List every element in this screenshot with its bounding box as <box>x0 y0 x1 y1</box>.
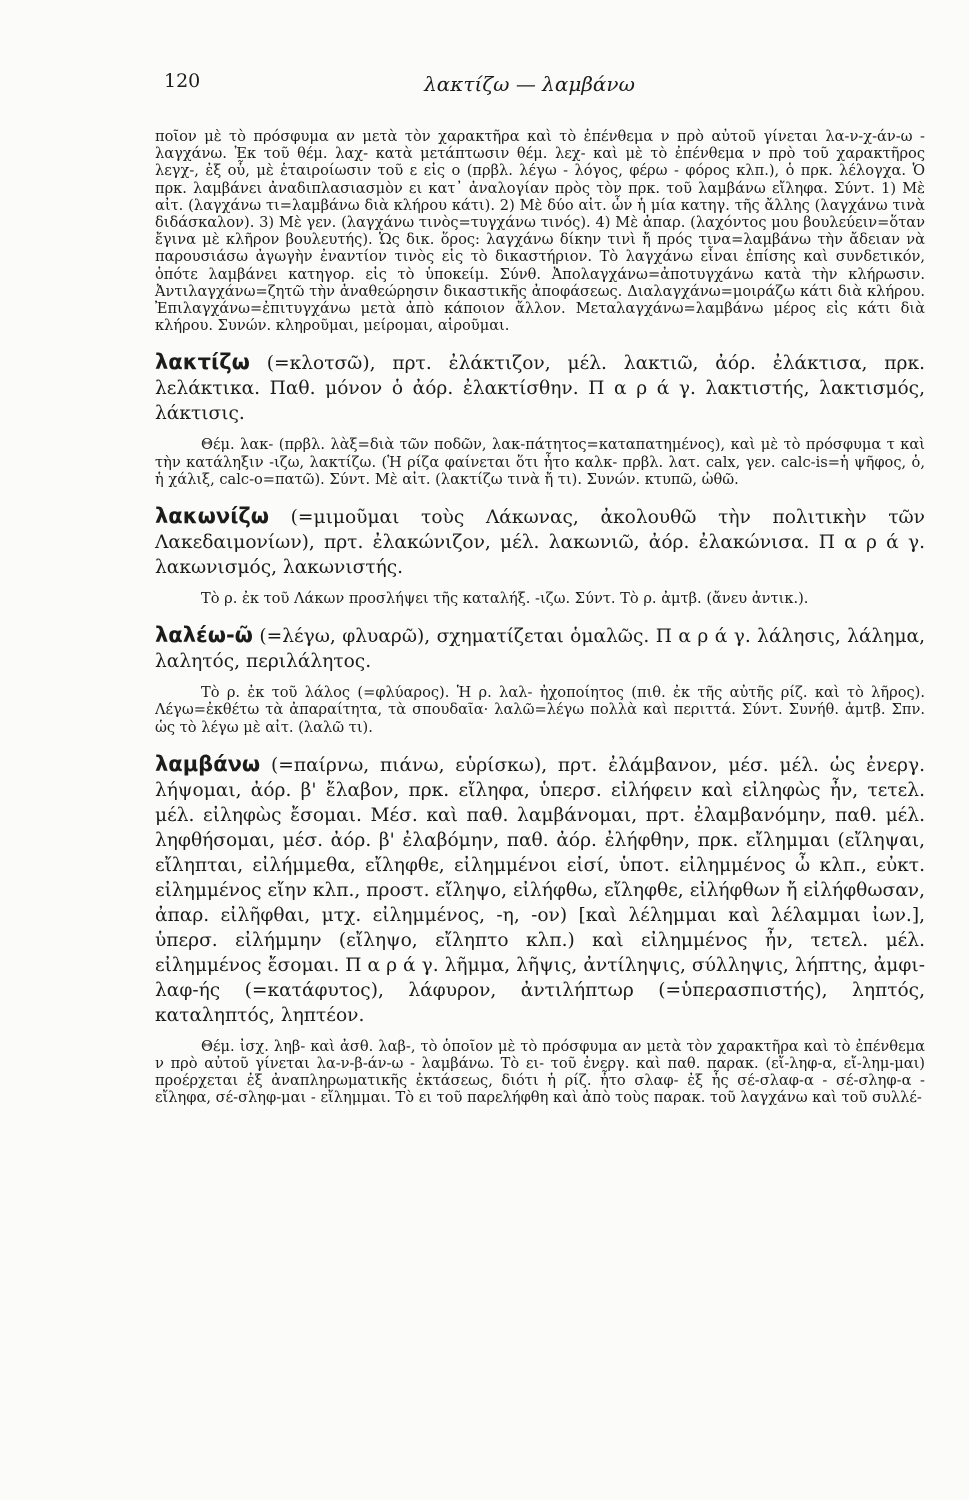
page-header <box>150 66 909 106</box>
headword: λαλέω-ῶ <box>155 623 253 648</box>
etymology-paragraph: Τὸ ρ. ἐκ τοῦ λάλος (=φλύαρος). Ἡ ρ. λαλ- ἠχοποίητος (πιθ. ἐκ τῆς αὐτῆς ρίζ. καὶ τὸ λῆρος). Λέγω=ἐκθέτω τὰ ἀπαραίτητα, τὰ σπουδαῖα· λαλῶ=λέγω πολλὰ καὶ περιττά. Σύντ. Συνήθ. ἀμτβ. Σπν. ὡς τὸ λέγω μὲ αἰτ. (λαλῶ τι). <box>155 684 925 736</box>
definition-text: (=μιμοῦμαι τοὺς Λάκωνας, ἀκολουθῶ τὴν πολιτικὴν τῶν Λακεδαιμονίων), πρτ. ἐλακώνιζον, μέλ. λακωνιῶ, ἀόρ. ἐλακώνισα. Π α ρ ά γ. λακωνισμός, λακωνιστής. <box>155 507 925 579</box>
headword: λαμβάνω <box>155 751 261 776</box>
etymology-paragraph: Θέμ. ἰσχ. ληβ- καὶ ἀσθ. λαβ-, τὸ ὁποῖον μὲ τὸ πρόσφυμα αν μετὰ τὸν χαρακτῆρα καὶ τὸ ἐπένθεμα ν πρὸ αὐτοῦ γίνεται λα-ν-β-άν-ω - λαμβάνω. Τὸ ει- τοῦ ἐνεργ. καὶ παθ. παρακ. (εἴ-ληφ-α, εἴ-λημ-μαι) προέρχεται ἐξ ἀναπληρωματικῆς ἐκτάσεως, διότι ἡ ρίζ. ἦτο σλαφ- ἐξ ἧς σέ-σλαφ-α - σέ-σληφ-α - εἴληφα, σέ-σληφ-μαι - εἴλημμαι. Τὸ ει τοῦ παρελήφθη καὶ ἀπὸ τοὺς παρακ. τοῦ λαγχάνω καὶ τοῦ συλλέ- <box>155 1037 925 1107</box>
headword: λακτίζω <box>155 350 250 375</box>
entry-lamvano <box>155 752 925 1107</box>
entry-laktizo <box>155 350 925 488</box>
headword: λακωνίζω <box>155 504 270 529</box>
definition-text: (=παίρνω, πιάνω, εὑρίσκω), πρτ. ἐλάμβανον, μέσ. μέλ. ὡς ἐνεργ. λήψομαι, ἀόρ. β' ἔλαβον, πρκ. εἴληφα, ὑπερσ. εἰλήφειν καὶ εἰληφὼς ἦν, τετελ. μέλ. εἰληφὼς ἔσομαι. Μέσ. καὶ παθ. λαμβάνομαι, πρτ. ἐλαμβανόμην, παθ. μέλ. ληφθήσομαι, μέσ. ἀόρ. β' ἐλαβόμην, παθ. ἀόρ. ἐλήφθην, πρκ. εἴλημμαι (εἴληψαι, εἴληπται, εἰλήμμεθα, εἴληφθε, εἰλημμένοι εἰσί, ὑποτ. εἰλημμένος ὦ κλπ., εὐκτ. εἰλημμένος εἴην κλπ., προστ. εἴληψο, εἰλήφθω, εἴληφθε, εἰλήφθων ἤ εἰλήφθωσαν, ἀπαρ. εἰλῆφθαι, μτχ. εἰλημμένος, -η, -ον) [καὶ λέλημμαι καὶ λέλαμμαι ἰων.], ὑπερσ. εἰλήμμην (εἴληψο, εἴληπτο κλπ.) καὶ εἰλημμένος ἦν, τετελ. μέλ. εἰλημμένος ἔσομαι. Π α ρ ά γ. λῆμμα, λῆψις, ἀντίληψις, σύλληψις, λήπτης, ἀμφι-λαφ-ής (=κατάφυτος), λάφυρον, ἀντιλήπτωρ (=ὑπερασπιστής), ληπτός, καταληπτός, ληπτέον. <box>155 754 925 1026</box>
entry-definition <box>155 504 925 580</box>
continuation-paragraph: ποῖον μὲ τὸ πρόσφυμα αν μετὰ τὸν χαρακτῆρα καὶ τὸ ἐπένθεμα ν πρὸ αὐτοῦ γίνεται λα-ν-χ-άν-ω - λαγχάνω. Ἐκ τοῦ θέμ. λαχ- κατὰ μετάπτωσιν θέμ. λεχ- καὶ μὲ τὸ ἐπένθεμα ν πρὸ τοῦ χαρακτῆρος λεγχ-, ἐξ οὗ, μὲ ἑταιροίωσιν τοῦ ε εἰς ο (πρβλ. λέγω - λόγος, φέρω - φόρος κλπ.), ὁ πρκ. λέλογχα. Ὁ πρκ. λαμβάνει ἀναδιπλασιασμὸν ει κατ᾽ ἀναλογίαν πρὸς τὸν πρκ. τοῦ λαμβάνω εἴληφα. Σύντ. 1) Μὲ αἰτ. (λαγχάνω τι=λαμβάνω διὰ κλήρου κάτι). 2) Μὲ δύο αἰτ. ὧν ἡ μία κατηγ. τῆς ἄλλης (λαγχάνω τινὰ διδάσκαλον). 3) Μὲ γεν. (λαγχάνω τινὸς=τυγχάνω τινός). 4) Μὲ ἀπαρ. (λαχόντος μου βουλεύειν=ὅταν ἔγινα μὲ κλῆρον βουλευτής). Ὡς δικ. ὅρος: λαγχάνω δίκην τινὶ ἤ πρός τινα=λαμβάνω τὴν ἄδειαν νὰ παρουσιάσω ἀγωγὴν ἐναντίον τινὸς εἰς τὸ δικαστήριον. Τὸ λαγχάνω εἶναι ἐπίσης καὶ συνδετικόν, ὁπότε λαμβάνει κατηγορ. εἰς τὸ ὑποκείμ. Σύνθ. Ἀπολαγχάνω=ἀποτυγχάνω κατὰ τὴν κλήρωσιν. Ἀντιλαγχάνω=ζητῶ τὴν ἀναθεώρησιν δικαστικῆς ἀποφάσεως. Διαλαγχάνω=μοιράζω κάτι διὰ κλήρου. Ἐπιλαγχάνω=ἐπιτυγχάνω μετὰ ἀπὸ κάποιον ἄλλον. Μεταλαγχάνω=λαμβάνω μέρος εἰς κάτι διὰ κλήρου. Συνών. κληροῦμαι, μείρομαι, αἱροῦμαι. <box>155 128 925 335</box>
entry-definition <box>155 623 925 674</box>
entry-definition <box>155 350 925 426</box>
entry-laleo <box>155 623 925 736</box>
definition-text: (=λέγω, φλυαρῶ), σχηματίζεται ὁμαλῶς. Π α ρ ά γ. λάλησις, λάλημα, λαλητός, περιλάλητος. <box>155 626 925 673</box>
entry-definition <box>155 752 925 1028</box>
page-content <box>155 128 925 1107</box>
etymology-paragraph: Τὸ ρ. ἐκ τοῦ Λάκων προσλήψει τῆς καταλήξ. -ιζω. Σύντ. Τὸ ρ. ἀμτβ. (ἄνευ ἀντικ.). <box>201 590 809 608</box>
page-number: 120 <box>164 70 201 92</box>
entry-lakonizo <box>155 504 925 607</box>
etymology-paragraph: Θέμ. λακ- (πρβλ. λὰξ=διὰ τῶν ποδῶν, λακ-πάτητος=καταπατημένος), καὶ μὲ τὸ πρόσφυμα τ καὶ τὴν κατάληξιν -ιζω, λακτίζω. (Ἡ ρίζα φαίνεται ὅτι ἦτο καλκ- πρβλ. λατ. calx, γεν. calc-is=ἡ ψῆφος, ὁ, ἡ χάλιξ, calc-o=πατῶ). Σύντ. Μὲ αἰτ. (λακτίζω τινὰ ἤ τι). Συνών. κτυπῶ, ὠθῶ. <box>155 436 925 488</box>
running-title: λακτίζω — λαμβάνω <box>424 72 635 96</box>
definition-text: (=κλοτσῶ), πρτ. ἐλάκτιζον, μέλ. λακτιῶ, ἀόρ. ἐλάκτισα, πρκ. λελάκτικα. Παθ. μόνον ὁ ἀόρ. ἐλακτίσθην. Π α ρ ά γ. λακτιστής, λακτισμός, λάκτισις. <box>155 353 925 425</box>
